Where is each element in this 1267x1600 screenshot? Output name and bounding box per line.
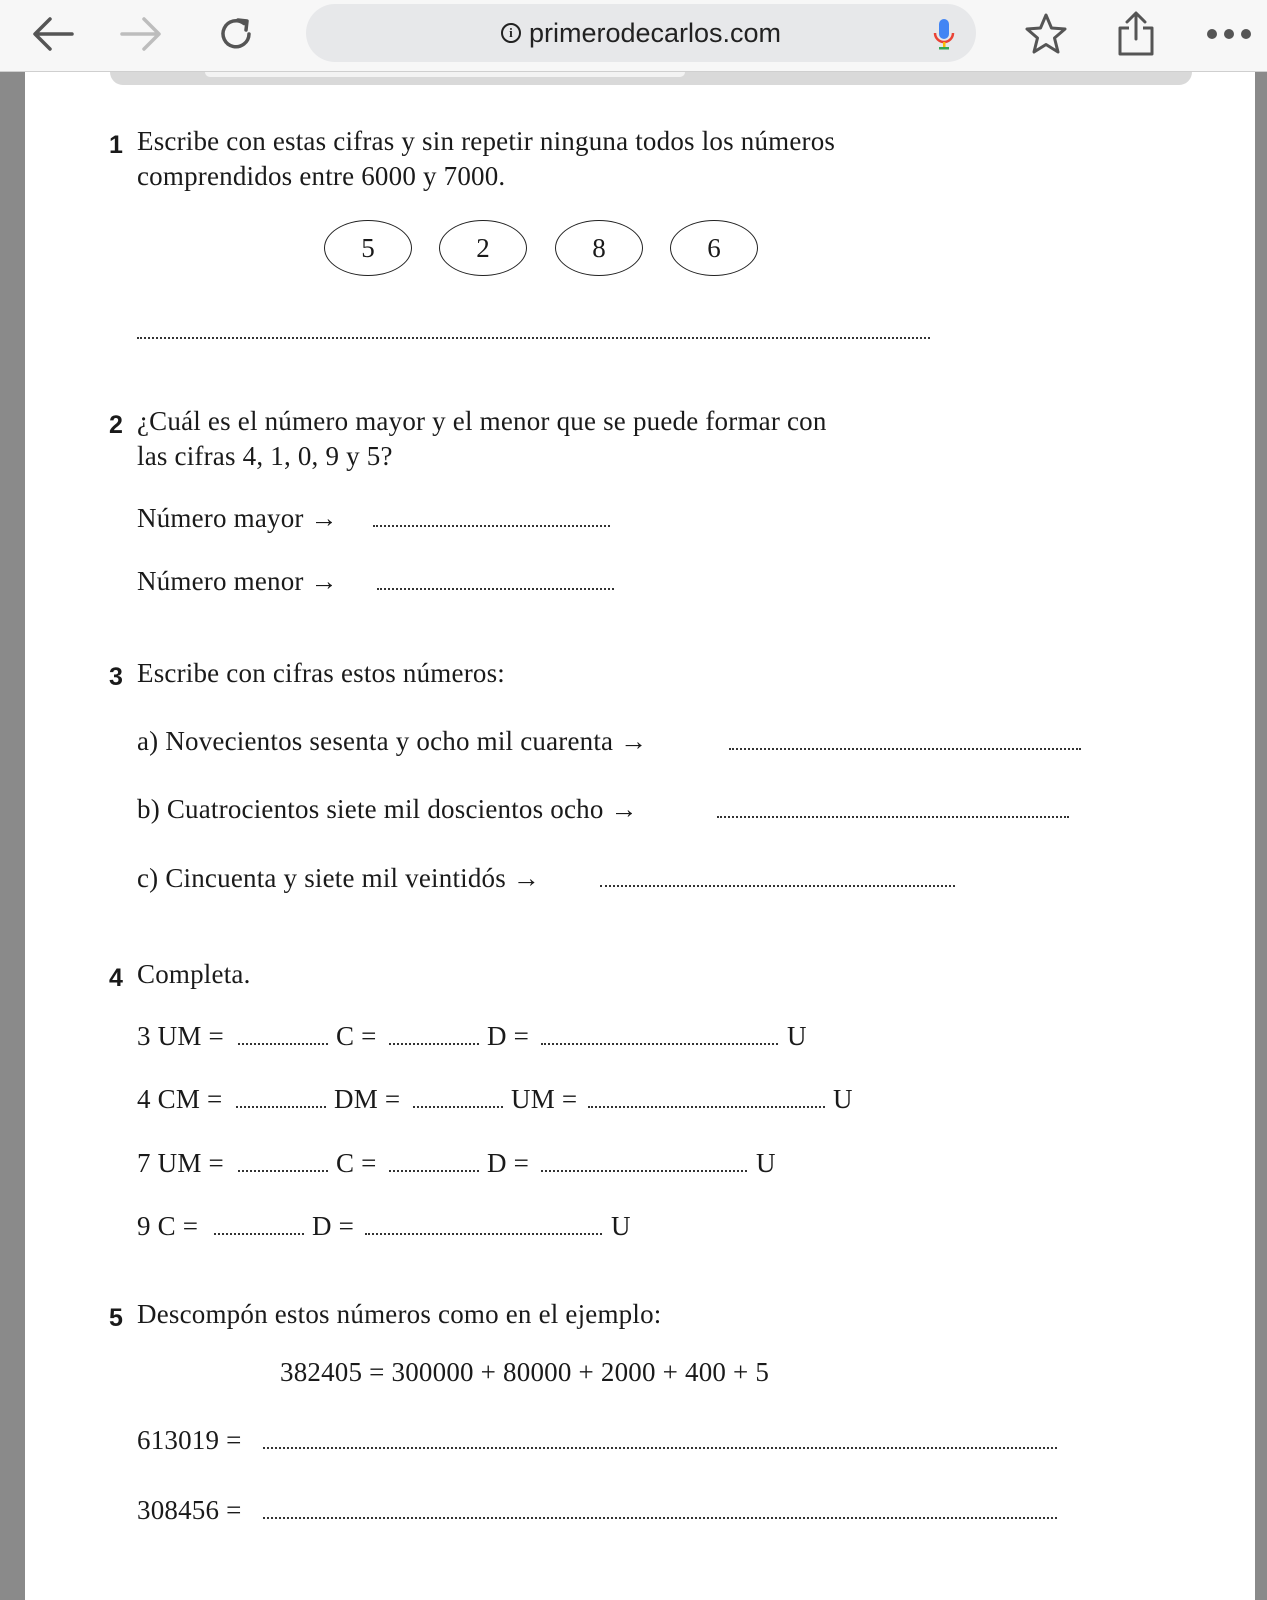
question-4-number: 4: [109, 964, 123, 992]
answer-line[interactable]: [413, 1105, 503, 1108]
row-label: U: [787, 1021, 807, 1051]
page-edge: [110, 72, 1192, 85]
row-label: 7 UM =: [137, 1148, 224, 1178]
question-1-line-1: Escribe con estas cifras y sin repetir ninguna todos los números: [137, 126, 836, 156]
answer-line[interactable]: [365, 1232, 602, 1235]
answer-line[interactable]: [236, 1105, 326, 1108]
answer-line[interactable]: [137, 336, 930, 339]
answer-line[interactable]: [238, 1042, 328, 1045]
answer-line[interactable]: [600, 884, 955, 887]
answer-line[interactable]: [263, 1516, 1057, 1519]
digit-oval: 5: [324, 220, 412, 276]
answer-line[interactable]: [373, 524, 610, 527]
row-label: D =: [487, 1021, 530, 1051]
answer-line[interactable]: [729, 747, 1081, 750]
question-3a-text: a) Novecientos sesenta y ocho mil cuarenta →: [137, 726, 648, 756]
row-label: C =: [336, 1148, 377, 1178]
digit-oval: 8: [555, 220, 643, 276]
answer-line[interactable]: [263, 1446, 1057, 1449]
question-2-line-1: ¿Cuál es el número mayor y el menor que se puede formar con: [137, 406, 827, 436]
row-label: U: [611, 1211, 631, 1241]
star-icon[interactable]: [1022, 10, 1070, 58]
row-label: D =: [312, 1211, 355, 1241]
reload-icon[interactable]: [212, 10, 260, 58]
microphone-icon[interactable]: [932, 18, 956, 59]
row-label: C =: [336, 1021, 377, 1051]
digit-oval: 2: [439, 220, 527, 276]
number-to-decompose: 613019 =: [137, 1425, 242, 1455]
question-1-line-2: comprendidos entre 6000 y 7000.: [137, 161, 506, 191]
question-3-number: 3: [109, 663, 123, 691]
back-arrow-icon[interactable]: [28, 10, 76, 58]
row-label: U: [756, 1148, 776, 1178]
row-label: 3 UM =: [137, 1021, 224, 1051]
answer-line[interactable]: [389, 1042, 479, 1045]
row-label: UM =: [511, 1084, 578, 1114]
info-icon[interactable]: i: [501, 23, 521, 43]
browser-toolbar: [0, 0, 1267, 72]
row-label: D =: [487, 1148, 530, 1178]
question-2-number: 2: [109, 411, 123, 439]
question-4-title: Completa.: [137, 959, 251, 989]
answer-line[interactable]: [541, 1169, 747, 1172]
worksheet-page: [25, 72, 1255, 1600]
share-icon[interactable]: [1112, 10, 1160, 58]
answer-line[interactable]: [717, 815, 1069, 818]
answer-line[interactable]: [214, 1232, 304, 1235]
url-text: primerodecarlos.com: [528, 17, 782, 48]
question-1-number: 1: [109, 131, 123, 159]
decomposition-example: 382405 = 300000 + 80000 + 2000 + 400 + 5: [280, 1357, 770, 1387]
more-icon[interactable]: [1205, 10, 1253, 58]
answer-line[interactable]: [238, 1169, 328, 1172]
answer-line[interactable]: [588, 1105, 825, 1108]
question-2-line-2: las cifras 4, 1, 0, 9 y 5?: [137, 441, 393, 471]
digit-oval: 6: [670, 220, 758, 276]
question-3-title: Escribe con cifras estos números:: [137, 658, 505, 688]
row-label: U: [833, 1084, 853, 1114]
answer-line[interactable]: [541, 1042, 778, 1045]
question-3b-text: b) Cuatrocientos siete mil doscientos ocho →: [137, 794, 638, 824]
answer-line[interactable]: [389, 1169, 479, 1172]
address-bar[interactable]: [306, 4, 976, 62]
numero-menor-label: Número menor →: [137, 566, 338, 596]
row-label: DM =: [334, 1084, 401, 1114]
number-to-decompose: 308456 =: [137, 1495, 242, 1525]
question-3c-text: c) Cincuenta y siete mil veintidós →: [137, 863, 541, 893]
row-label: 4 CM =: [137, 1084, 223, 1114]
row-label: 9 C =: [137, 1211, 199, 1241]
question-5-number: 5: [109, 1304, 123, 1332]
numero-mayor-label: Número mayor →: [137, 503, 338, 533]
forward-arrow-icon[interactable]: [118, 10, 166, 58]
question-5-title: Descompón estos números como en el ejemplo:: [137, 1299, 662, 1329]
answer-line[interactable]: [377, 587, 614, 590]
